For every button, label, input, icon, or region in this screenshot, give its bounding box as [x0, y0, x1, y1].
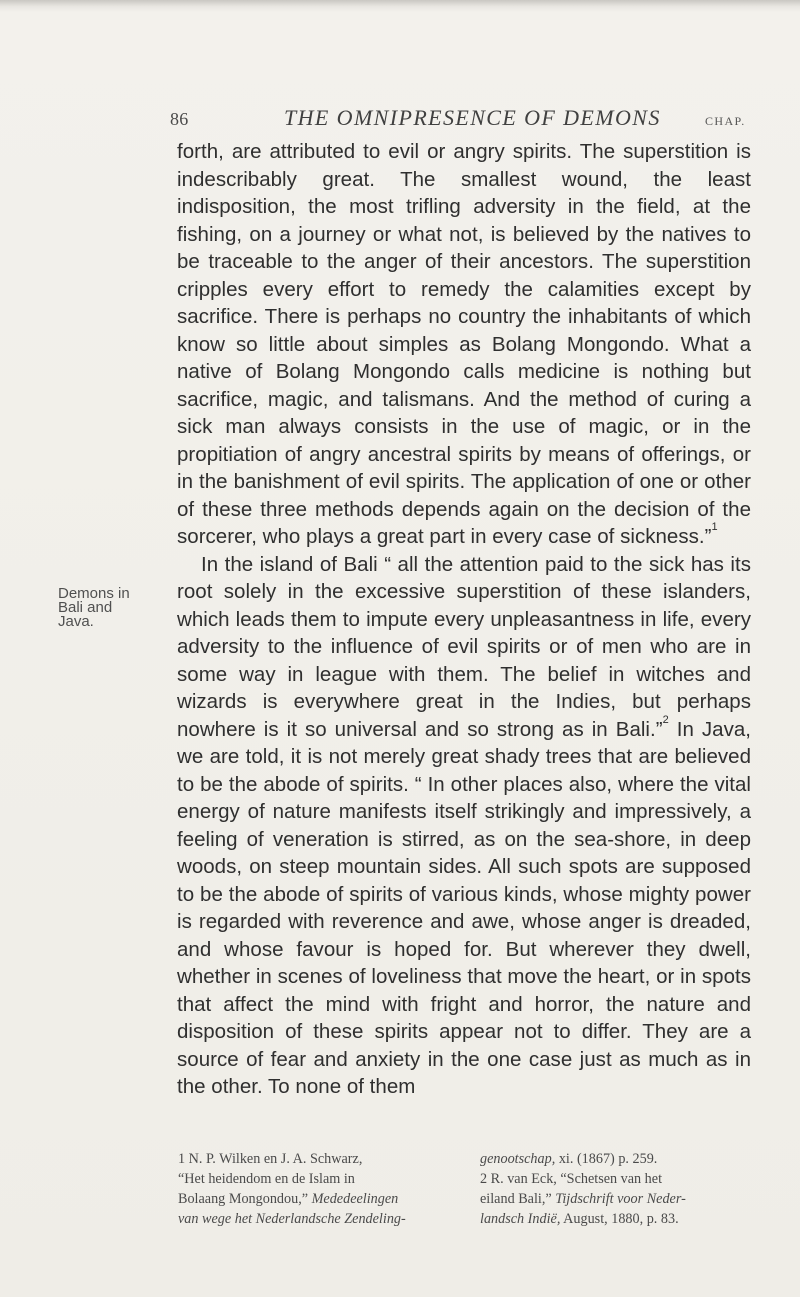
- paragraph: [177, 551, 751, 1101]
- paragraph-text: forth, are attributed to evil or angry spirits. The superstition is indescribably great. The smallest wound, the least indisposition, the most trifling adversity in the field, at the fishing, on a journey or what not, is believed by the natives to be traceable to the anger of their ancestors. The superstition cripples every effort to remedy the calamities except by sacrifice. There is perhaps no country the inhabitants of which know so little about simples as Bolang Mongondo. What a native of Bolang Mongondo calls medicine is nothing but sacrifice, magic, and talismans. And the method of curing a sick man always consists in the use of magic, or in the propitiation of angry ancestral spirits by means of offerings, or in the banishment of evil spirits. The application of one or other of these three methods depends again on the decision of the sorcerer, who plays a great part in every case of sickness.”: [177, 140, 751, 548]
- body-text: [177, 138, 751, 1101]
- footnote-reference: 1: [711, 521, 718, 534]
- footnote-line: van wege het Nederlandsche Zendeling-: [178, 1211, 406, 1227]
- footnote-text: August, 1880, p. 83.: [563, 1211, 679, 1227]
- footnote-line: 2 R. van Eck, “Schetsen van het: [480, 1171, 663, 1187]
- footnote-text: xi. (1867) p. 259.: [558, 1151, 658, 1167]
- footnote-italic-text: Tijdschrift voor Neder-: [555, 1191, 686, 1207]
- footnote-line: 1 N. P. Wilken en J. A. Schwarz,: [178, 1151, 363, 1167]
- marginal-note-line: Java.: [58, 613, 94, 630]
- footnote-column-left: [178, 1149, 463, 1229]
- footnote-italic-text: genootschap,: [480, 1151, 556, 1167]
- page-header: [170, 101, 750, 141]
- marginal-note: [58, 587, 173, 629]
- footnote-line: “Het heidendom en de Islam in: [178, 1171, 355, 1187]
- footnote-line: [480, 1209, 752, 1229]
- footnote-reference: 2: [662, 713, 669, 726]
- page-top-shadow: [0, 0, 800, 12]
- footnote-italic-text: landsch Indië,: [480, 1211, 561, 1227]
- running-title: THE OMNIPRESENCE OF DEMONS: [284, 105, 661, 130]
- marginal-note-line: Bali and: [58, 599, 113, 616]
- footnote-text: Bolaang Mongondou,”: [178, 1191, 309, 1207]
- paragraph-text: In the island of Bali “ all the attention paid to the sick has its root solely in the excessive superstition of these islanders, which leads them to impute every unpleasantness in life, every adversity to the influence of evil spirits or of men who are in some way in league with them. The belief in witches and wizards is everywhere great in the Indies, but perhaps nowhere is it so universal and so strong as in Bali.”: [177, 552, 751, 741]
- marginal-note-line: Demons in: [58, 585, 130, 602]
- page-number: 86: [170, 109, 189, 129]
- footnote-italic-text: Mededeelingen: [311, 1191, 399, 1207]
- footnotes: [178, 1149, 752, 1239]
- chapter-label: CHAP.: [705, 114, 746, 128]
- footnote-column-right: [480, 1149, 752, 1229]
- footnote-text: eiland Bali,”: [480, 1191, 552, 1207]
- paragraph: [177, 138, 751, 551]
- footnote-line: [178, 1189, 463, 1209]
- footnote-line: [480, 1149, 752, 1169]
- footnote-line: [480, 1189, 752, 1209]
- paragraph-text: In Java, we are told, it is not merely great shady trees that are believed to be the abode of spirits. “ In other places also, where the vital energy of nature manifests itself strikingly and impressively, a feeling of veneration is stirred, as on the sea-shore, in deep woods, on steep mountain sides. All such spots are supposed to be the abode of spirits of various kinds, whose mighty power is regarded with reverence and awe, whose anger is dreaded, and whose favour is hoped for. But wherever they dwell, whether in scenes of loveliness that move the heart, or in spots that affect the mind with fright and horror, the nature and disposition of these spirits appear not to differ. They are a source of fear and anxiety in the one case just as much as in the other. To none of them: [177, 717, 752, 1098]
